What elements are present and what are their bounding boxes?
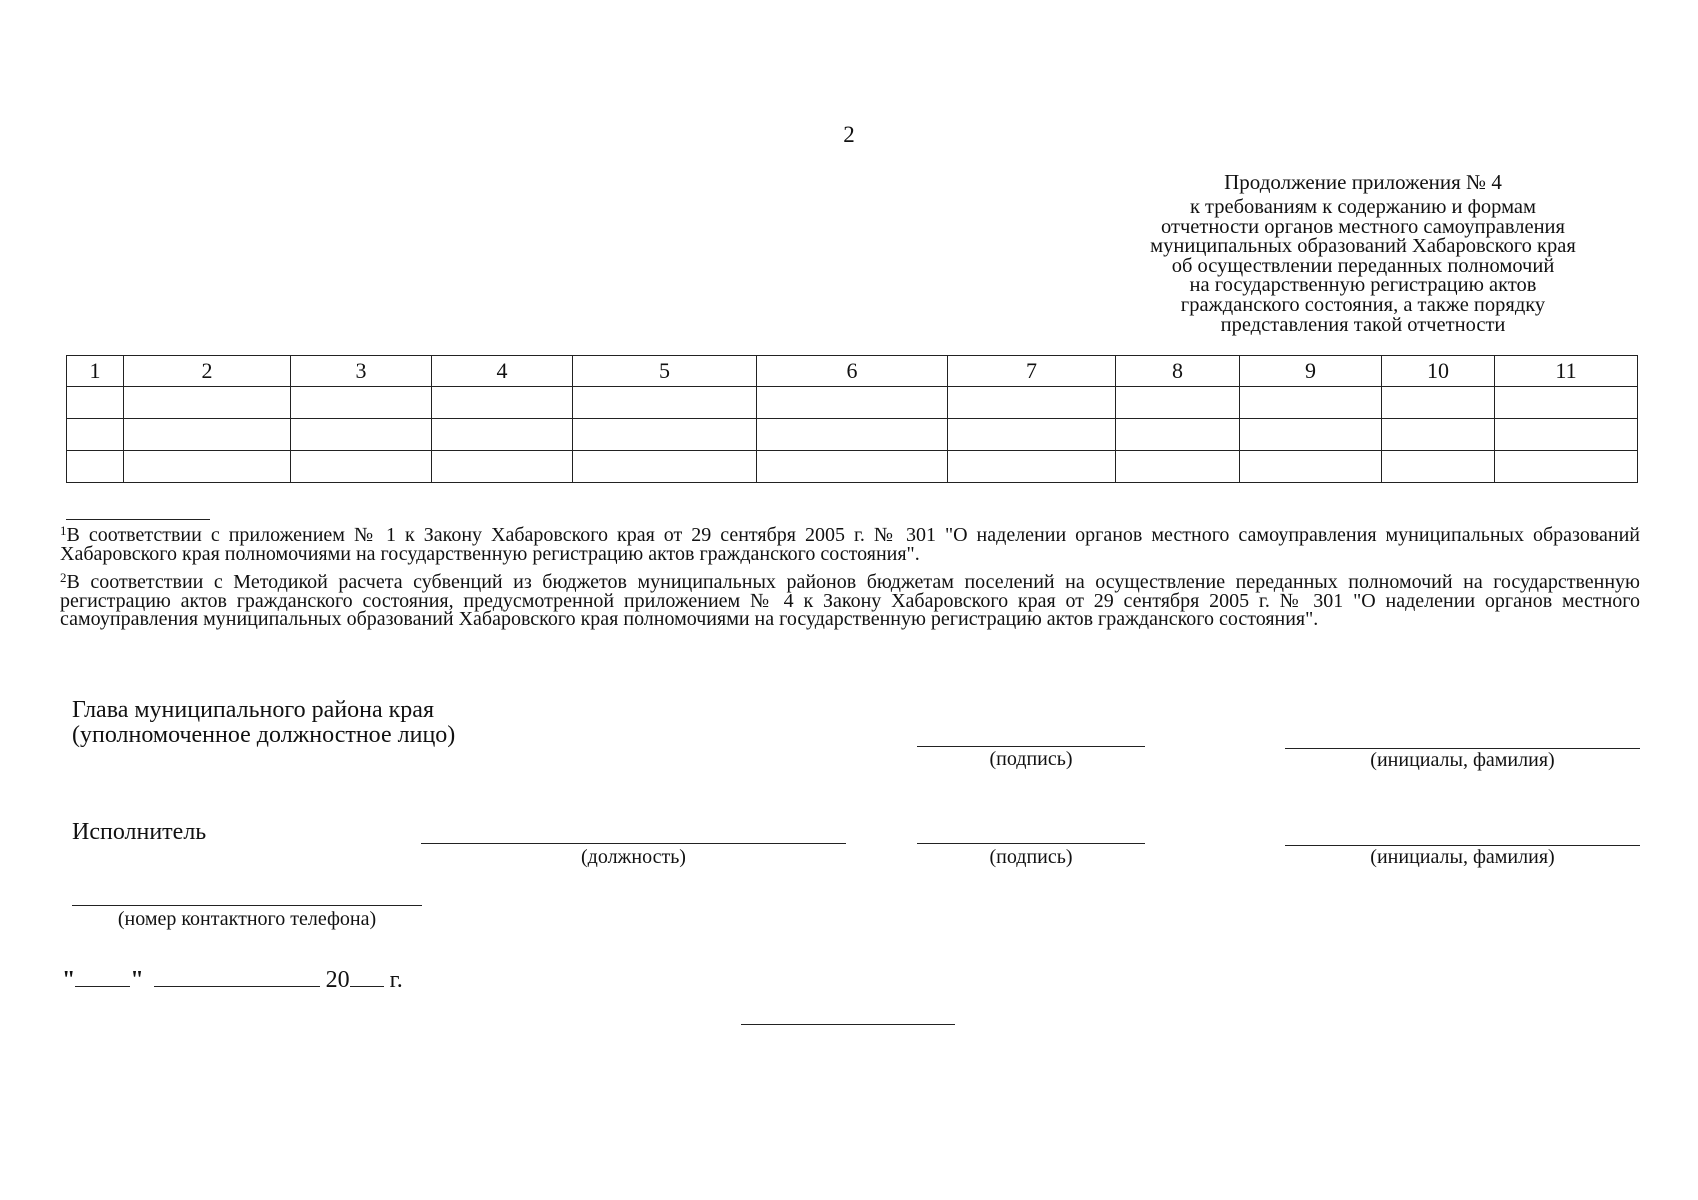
column-number-header: 11 — [1495, 356, 1638, 387]
table-cell[interactable] — [432, 419, 573, 451]
date-open-quote: " — [62, 967, 76, 993]
table-cell[interactable] — [291, 387, 432, 419]
table-cell[interactable] — [948, 419, 1116, 451]
table-cell[interactable] — [67, 451, 124, 483]
column-number-header: 3 — [291, 356, 432, 387]
column-number-header: 7 — [948, 356, 1116, 387]
appendix-line: гражданского состояния, а также порядку — [1180, 293, 1546, 316]
head-title-line: (уполномоченное должностное лицо) — [72, 722, 456, 748]
appendix-line: муниципальных образований Хабаровского края — [1150, 235, 1576, 258]
executor-position-caption: (должность) — [581, 846, 686, 868]
table-cell[interactable] — [1240, 387, 1382, 419]
appendix-title: Продолжение приложения № 4 — [1224, 170, 1502, 194]
executor-position-line[interactable] — [421, 843, 846, 844]
footnote-separator — [66, 519, 210, 520]
table-cell[interactable] — [573, 419, 757, 451]
table-cell[interactable] — [1382, 387, 1495, 419]
appendix-line: к требованиям к содержанию и формам — [1189, 196, 1537, 218]
table-cell[interactable] — [432, 451, 573, 483]
table-cell[interactable] — [432, 387, 573, 419]
table-cell[interactable] — [124, 451, 291, 483]
table-header-row — [67, 356, 1638, 387]
date-year-prefix: 20 — [325, 967, 350, 993]
report-table — [66, 355, 1638, 483]
page-number: 2 — [843, 122, 855, 147]
date-year-blank[interactable] — [350, 966, 384, 987]
table-cell[interactable] — [1116, 387, 1240, 419]
table-cell[interactable] — [757, 419, 948, 451]
table-cell[interactable] — [1495, 451, 1638, 483]
column-number-header: 4 — [432, 356, 573, 387]
executor-signature-caption: (подпись) — [989, 846, 1073, 868]
phone-caption: (номер контактного телефона) — [117, 908, 377, 930]
table-cell[interactable] — [124, 387, 291, 419]
date-year-suffix: г. — [389, 967, 403, 993]
footnote-text: В соответствии с приложением № 1 к Закону Хабаровского края от 29 сентября 2005 г. № 301 "О наделении органов местного самоуправления муниципальных образований Хабаровского края полномочиями на государственную регистрацию актов гражданского состояния". — [60, 524, 1640, 565]
table-cell[interactable] — [291, 451, 432, 483]
column-number-header: 1 — [67, 356, 124, 387]
column-number-header: 9 — [1240, 356, 1382, 387]
table-cell[interactable] — [948, 387, 1116, 419]
date-field — [62, 966, 403, 994]
date-close-quote: " — [130, 967, 144, 993]
table-cell[interactable] — [291, 419, 432, 451]
table-cell[interactable] — [1116, 419, 1240, 451]
head-signature-caption: (подпись) — [989, 748, 1073, 770]
table-cell[interactable] — [67, 387, 124, 419]
executor-signature-line[interactable] — [917, 843, 1145, 844]
date-month-blank[interactable] — [154, 966, 320, 987]
head-title — [72, 698, 455, 748]
appendix-line: на государственную регистрацию актов — [1189, 274, 1537, 297]
footnote-mark: 2 — [60, 570, 67, 585]
phone-line[interactable] — [72, 905, 422, 906]
footnote-text: В соответствии с Методикой расчета субвенций из бюджетов муниципальных районов бюджетам поселений на осуществление переданных полномочий на государственную регистрацию актов гражданского состояния, предусмотренной приложением № 4 к Закону Хабаровского края от 29 сентября 2005 г. № 301 "О наделении органов местного самоуправления муниципальных образований Хабаровского края полномочиями на государственную регистрацию актов гражданского состояния". — [60, 571, 1640, 630]
table-cell[interactable] — [1495, 387, 1638, 419]
table-cell[interactable] — [1382, 451, 1495, 483]
table-cell[interactable] — [1495, 419, 1638, 451]
footnote-mark: 1 — [60, 523, 67, 538]
table-row — [67, 387, 1638, 419]
head-name-caption: (инициалы, фамилия) — [1370, 749, 1555, 771]
table-cell[interactable] — [1116, 451, 1240, 483]
table-cell[interactable] — [124, 419, 291, 451]
table-cell[interactable] — [948, 451, 1116, 483]
column-number-header: 6 — [757, 356, 948, 387]
column-number-header: 2 — [124, 356, 291, 387]
table-cell[interactable] — [573, 451, 757, 483]
table-cell[interactable] — [757, 451, 948, 483]
appendix-line: представления такой отчетности — [1220, 313, 1506, 336]
table-row — [67, 419, 1638, 451]
head-signature-line[interactable] — [917, 746, 1145, 747]
footnote-2 — [60, 570, 1640, 630]
footnote-1 — [60, 523, 1640, 565]
table-cell[interactable] — [1240, 451, 1382, 483]
column-number-header: 5 — [573, 356, 757, 387]
appendix-line: об осуществлении переданных полномочий — [1171, 254, 1555, 277]
table-cell[interactable] — [1240, 419, 1382, 451]
table-cell[interactable] — [1382, 419, 1495, 451]
executor-label: Исполнитель — [72, 819, 207, 845]
column-number-header: 10 — [1382, 356, 1495, 387]
executor-name-caption: (инициалы, фамилия) — [1370, 846, 1555, 868]
head-title-line: Глава муниципального района края — [72, 697, 434, 723]
appendix-line: отчетности органов местного самоуправления — [1161, 215, 1565, 238]
table-cell[interactable] — [757, 387, 948, 419]
date-day-blank[interactable] — [75, 966, 130, 987]
table-cell[interactable] — [67, 419, 124, 451]
appendix-reference — [1083, 198, 1643, 335]
column-number-header: 8 — [1116, 356, 1240, 387]
table-row — [67, 451, 1638, 483]
bottom-separator — [741, 1024, 955, 1025]
table-cell[interactable] — [573, 387, 757, 419]
